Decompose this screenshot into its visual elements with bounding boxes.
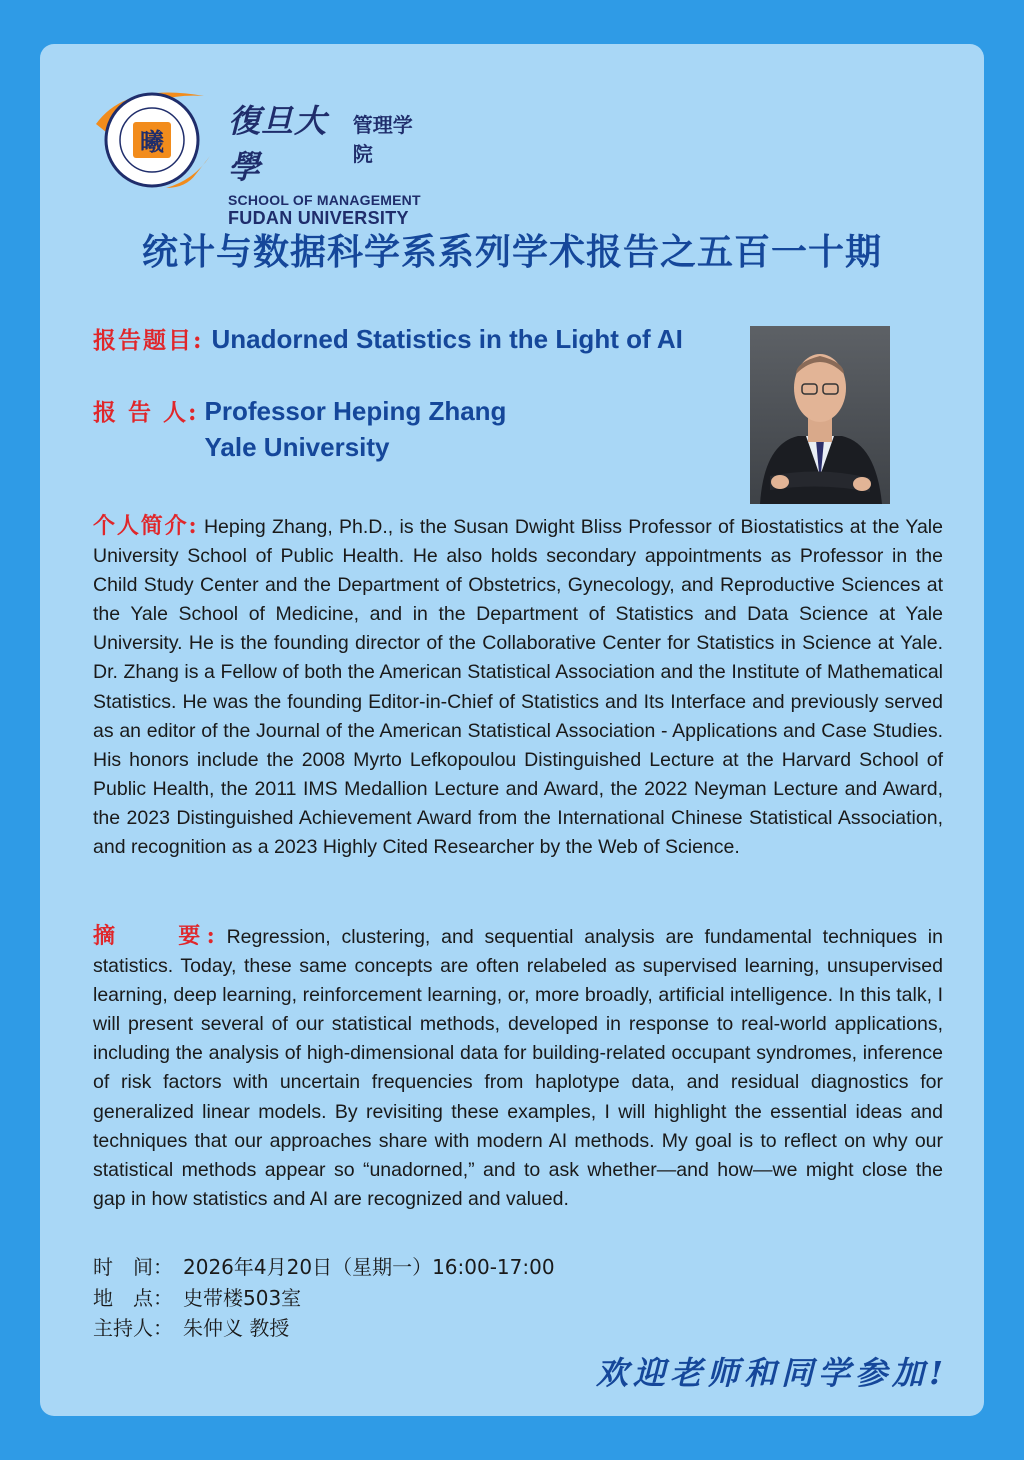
- fudan-som-logo: [86, 84, 426, 228]
- speaker-label: 报 告 人:: [93, 399, 199, 426]
- speaker-row: [93, 392, 506, 465]
- time-label: 时 间：: [93, 1255, 173, 1279]
- time-row: [93, 1252, 555, 1283]
- talk-title-row: [93, 322, 683, 355]
- school-cn-name: 管理学院: [352, 113, 413, 166]
- talk-title-label: 报告题目:: [93, 327, 204, 354]
- place-row: [93, 1283, 555, 1314]
- host-label: 主持人：: [93, 1316, 173, 1340]
- university-cn-logotype: 復旦大學: [228, 102, 328, 186]
- time-value: 2026年4月20日（星期一）16:00-17:00: [183, 1255, 555, 1279]
- svg-text:曦: 曦: [140, 127, 164, 156]
- host-row: [93, 1313, 555, 1344]
- speaker-photo: [750, 326, 890, 504]
- abstract-text: Regression, clustering, and sequential analysis are fundamental techniques in statistics. Today, these same concepts are often relabeled as supervised learning, unsupervised learning, deep learning, reinforcement learning, or, more broadly, artificial intelligence. In this talk, I will present several of our statistical methods, developed in response to real-world applications, including the analysis of high-dimensional data for building-related occupant syndromes, inference of risk factors with uncertain frequencies from haplotype data, and residual diagnostics for generalized linear models. By revisiting these examples, I will highlight the essential ideas and techniques that our approaches share with modern AI methods. My goal is to reflect on why our statistical methods appear so “unadorned,” and to ask whether—and how—we might close the gap in how statistics and AI are recognized and valued.: [93, 926, 943, 1210]
- university-en-name: FUDAN UNIVERSITY: [228, 208, 409, 228]
- school-seal-icon: [86, 84, 218, 192]
- speaker-affiliation: Yale University: [204, 432, 390, 462]
- bio-text: Heping Zhang, Ph.D., is the Susan Dwight Bliss Professor of Biostatistics at the Yale University School of Public Health. He also holds secondary appointments as Professor in the Child Study Center and the Department of Obstetrics, Gynecology, and Reproductive Sciences at the Yale School of Medicine, and in the Department of Statistics and Data Science at Yale University. He is the founding director of the Collaborative Center for Statistics in Science at Yale. Dr. Zhang is a Fellow of both the American Statistical Association and the Institute of Mathematical Statistics. He was the founding Editor-in-Chief of Statistics and Its Interface and previously served as an editor of the Journal of the American Statistical Association - Applications and Case Studies. His honors include the 2008 Myrto Lefkopoulou Distinguished Lecture at the Harvard School of Public Health, the 2011 IMS Medallion Lecture and Award, the 2022 Neyman Lecture and Award, the 2023 Distinguished Achievement Award from the International Chinese Statistical Association, and recognition as a 2023 Highly Cited Researcher by the Web of Science.: [93, 516, 943, 859]
- talk-abstract: [93, 922, 943, 1214]
- talk-title: Unadorned Statistics in the Light of AI: [211, 324, 683, 354]
- event-info: [93, 1252, 555, 1344]
- poster-title: 统计与数据科学系系列学术报告之五百一十期: [141, 232, 882, 273]
- bio-label: 个人简介:: [93, 513, 198, 539]
- place-value: 史带楼503室: [183, 1285, 302, 1310]
- school-en-name: SCHOOL OF MANAGEMENT: [228, 192, 421, 208]
- abstract-label: 摘 要:: [93, 923, 216, 949]
- host-value: 朱仲义 教授: [183, 1316, 290, 1340]
- speaker-name: Professor Heping Zhang: [204, 396, 507, 426]
- place-label: 地 点：: [93, 1285, 173, 1310]
- speaker-bio: [93, 512, 943, 862]
- welcome-message: 欢迎老师和同学参加!: [595, 1354, 948, 1392]
